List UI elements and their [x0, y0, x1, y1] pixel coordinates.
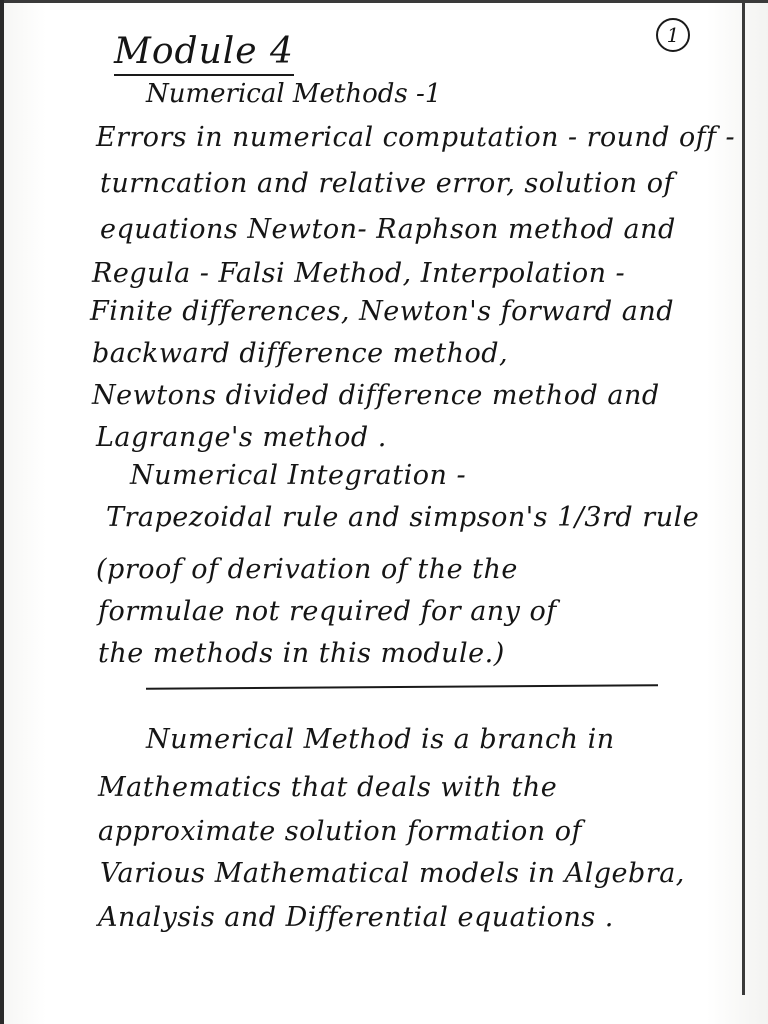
definition-line: Mathematics that deals with the: [98, 772, 558, 803]
syllabus-line: Finite differences, Newton's forward and: [90, 296, 675, 327]
syllabus-line: Regula - Falsi Method, Interpolation -: [92, 258, 626, 289]
page-number: 1: [656, 18, 690, 52]
definition-line: Various Mathematical models in Algebra,: [100, 858, 685, 889]
syllabus-line: Numerical Integration -: [130, 460, 467, 491]
section-divider: [146, 684, 658, 690]
module-subtitle: Numerical Methods -1: [146, 79, 442, 109]
definition-line: Analysis and Differential equations .: [98, 902, 614, 933]
syllabus-line: Newtons divided difference method and: [92, 380, 660, 411]
definition-line: Numerical Method is a branch in: [146, 724, 615, 755]
syllabus-line: Trapezoidal rule and simpson's 1/3rd rule: [106, 502, 700, 533]
page-edge-top: [0, 0, 768, 3]
syllabus-line: Lagrange's method .: [96, 422, 387, 453]
syllabus-line: equations Newton- Raphson method and: [100, 214, 676, 245]
syllabus-line: formulae not required for any of: [98, 596, 557, 627]
page-edge-left: [0, 0, 4, 1024]
syllabus-line: Errors in numerical computation - round off -: [96, 122, 736, 153]
syllabus-line: turncation and relative error, solution of: [100, 168, 674, 199]
syllabus-line: the methods in this module.): [98, 638, 505, 669]
syllabus-line: backward difference method,: [92, 338, 509, 369]
syllabus-line: (proof of derivation of the the: [96, 554, 518, 585]
page-edge-right: [742, 0, 745, 995]
module-title: Module 4: [114, 32, 294, 76]
definition-line: approximate solution formation of: [98, 816, 582, 847]
